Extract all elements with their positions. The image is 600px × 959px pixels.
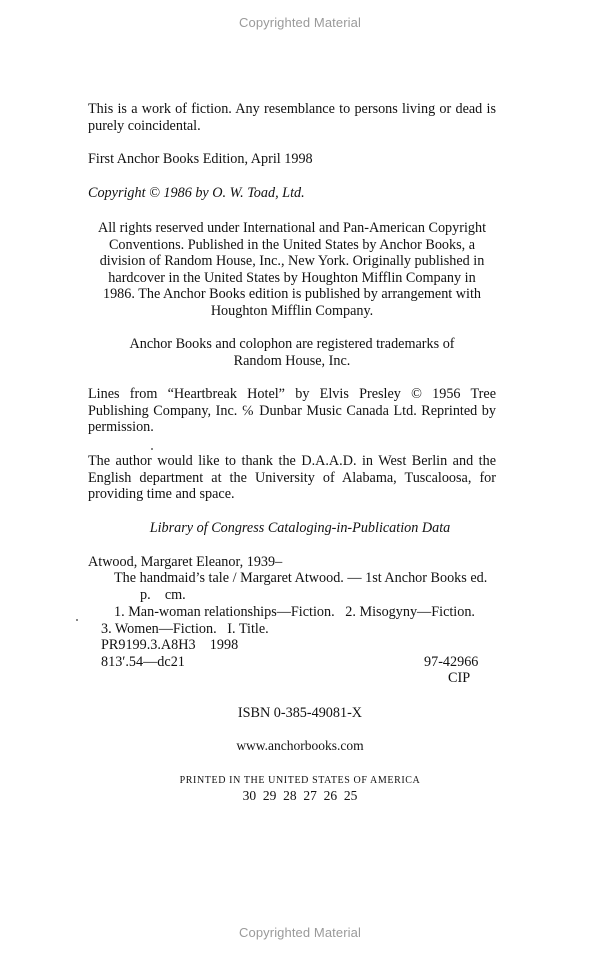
cip-pages: p. cm. [140,587,186,603]
rights-line: hardcover in the United States by Houghton Mifflin Company in [108,269,476,286]
cip-lc-class: PR9199.3.A8H3 1998 [101,637,239,653]
rights-line: Conventions. Published in the United States by Anchor Books, a [108,236,476,253]
rights-line: All rights reserved under International and Pan-American Copyright [97,220,487,236]
print-line: 30 29 28 27 26 25 [242,788,358,803]
trademark-line: Random House, Inc. [233,352,351,369]
copyright-line: Copyright © 1986 by O. W. Toad, Ltd. [88,185,305,201]
print-speck [151,448,153,450]
cip-author: Atwood, Margaret Eleanor, 1939– [88,554,283,570]
cip-subjects-1: 1. Man-woman relationships—Fiction. 2. Misogyny—Fiction. [114,604,475,620]
cip-dewey: 813′.54—dc21 [101,654,185,670]
cip-heading: Library of Congress Cataloging-in-Publication Data [149,520,451,536]
rights-line: division of Random House, Inc., New York. Originally published in [99,253,485,269]
trademark-line: Anchor Books and colophon are registered trademarks of [129,336,455,352]
cip-title: The handmaid’s tale / Margaret Atwood. — 1st Anchor Books ed. [114,570,488,586]
print-speck [76,619,78,621]
watermark-top: Copyrighted Material [239,15,361,30]
cip-subjects-2: 3. Women—Fiction. I. Title. [101,621,269,637]
watermark-bottom: Copyrighted Material [239,925,361,940]
isbn: ISBN 0-385-49081-X [237,705,363,721]
trademark-paragraph [88,336,496,369]
lyrics-credit: Lines from “Heartbreak Hotel” by Elvis Presley © 1956 Tree Publishing Company, Inc. ℅ Dunbar Music Canada Ltd. Reprinted by permission. [88,386,496,435]
website-url: www.anchorbooks.com [236,738,364,753]
cip-label: CIP [448,670,471,686]
rights-line: Houghton Mifflin Company. [210,302,374,319]
rights-line: 1986. The Anchor Books edition is published by arrangement with [102,286,482,302]
fiction-notice: This is a work of fiction. Any resemblance to persons living or dead is purely coincidental. [88,101,496,134]
rights-paragraph [88,220,496,319]
cip-lccn: 97-42966 [424,654,479,670]
acknowledgement: The author would like to thank the D.A.A.D. in West Berlin and the English department at the University of Alabama, Tuscaloosa, for providing time and space. [88,453,496,502]
printed-in: PRINTED IN THE UNITED STATES OF AMERICA [179,775,421,786]
edition-statement: First Anchor Books Edition, April 1998 [88,151,313,167]
